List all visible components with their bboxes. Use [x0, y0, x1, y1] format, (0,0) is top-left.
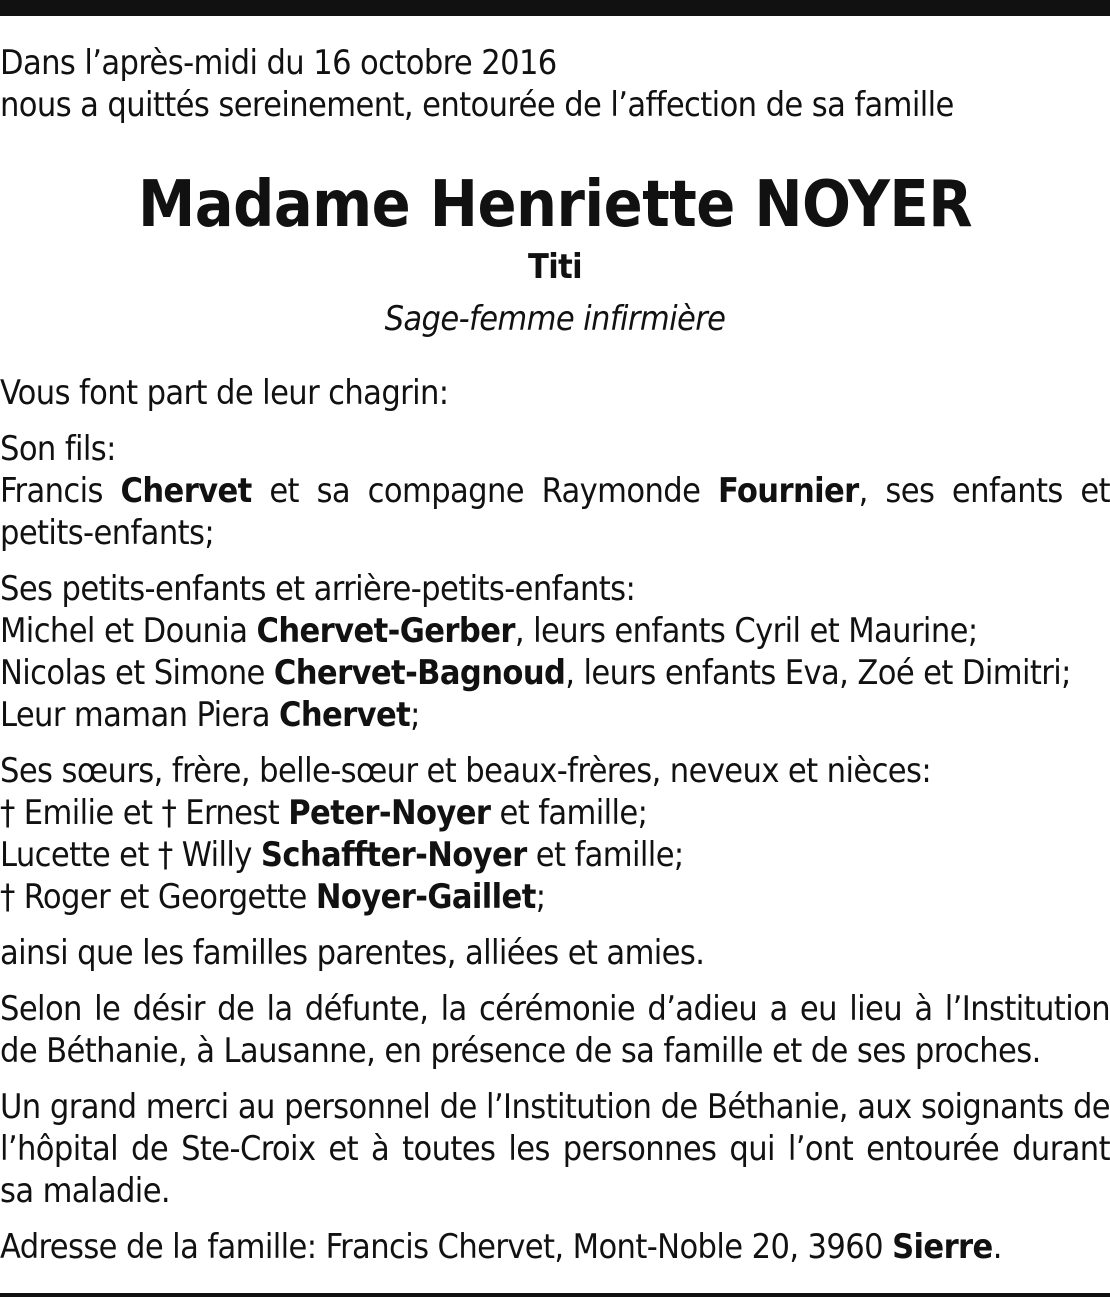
gc2-text-1: Nicolas et Simone — [0, 653, 274, 693]
announcement: Vous font part de leur chagrin: — [0, 373, 449, 413]
intro-line-2: nous a quittés sereinement, entourée de l’affection de sa famille — [0, 85, 954, 125]
son-surname-chervet: Chervet — [120, 471, 252, 511]
gc3-surname: Chervet — [278, 695, 411, 735]
grandchildren-heading: Ses petits-enfants et arrière-petits-enfants: — [0, 569, 636, 609]
siblings-line-1 — [0, 792, 1110, 834]
sib3-text-1: † Roger et Georgette — [0, 877, 316, 917]
siblings-line-3 — [0, 876, 1110, 918]
son-heading: Son fils: — [0, 429, 116, 469]
address-text-2: . — [992, 1227, 1002, 1267]
gc1-text-1: Michel et Dounia — [0, 611, 257, 651]
obituary-text — [0, 42, 1110, 1268]
grandchildren-line-2 — [0, 652, 1110, 694]
siblings-heading: Ses sœurs, frère, belle-sœur et beaux-frères, neveux et nièces: — [0, 751, 932, 791]
son-line — [0, 470, 1110, 554]
sib1-surname: Peter-Noyer — [288, 793, 491, 833]
gc3-text-1: Leur maman Piera — [0, 695, 279, 735]
deceased-profession: Sage-femme infirmière — [384, 299, 726, 339]
thanks-paragraph: Un grand merci au personnel de l’Institution de Béthanie, aux soignants de l’hôpital de Ste-Croix et à toutes les personnes qui l’ont entourée durant sa maladie. — [0, 1087, 1110, 1211]
sib1-text-1: † Emilie et † Ernest — [0, 793, 289, 833]
sib1-text-2: et famille; — [490, 793, 648, 833]
son-text-1: Francis — [0, 471, 121, 511]
gc1-surname: Chervet-Gerber — [256, 611, 515, 651]
deceased-name: Madame Henriette NOYER — [137, 168, 973, 242]
sib2-surname: Schaffter-Noyer — [260, 835, 527, 875]
sib3-surname: Noyer-Gaillet — [315, 877, 536, 917]
address-line — [0, 1226, 1110, 1268]
sib2-text-1: Lucette et † Willy — [0, 835, 261, 875]
sib2-text-2: et famille; — [526, 835, 684, 875]
son-surname-fournier: Fournier — [717, 471, 859, 511]
son-text-2: et sa compagne Raymonde — [251, 471, 718, 511]
bottom-rule — [0, 1293, 1110, 1297]
families-line: ainsi que les familles parentes, alliées et amies. — [0, 933, 705, 973]
intro-line-1: Dans l’après-midi du 16 octobre 2016 — [0, 43, 557, 83]
gc3-text-2: ; — [410, 695, 420, 735]
gc1-text-2: , leurs enfants Cyril et Maurine; — [514, 611, 978, 651]
siblings-line-2 — [0, 834, 1110, 876]
address-city: Sierre — [892, 1227, 993, 1267]
grandchildren-line-1 — [0, 610, 1110, 652]
sib3-text-2: ; — [535, 877, 546, 917]
grandchildren-line-3 — [0, 694, 1110, 736]
deceased-nickname: Titi — [527, 247, 583, 287]
ceremony-paragraph: Selon le désir de la défunte, la cérémonie d’adieu a eu lieu à l’Institution de Béthanie, à Lausanne, en présence de sa famille et de ses proches. — [0, 989, 1110, 1071]
address-text-1: Adresse de la famille: Francis Chervet, Mont-Noble 20, 3960 — [0, 1227, 893, 1267]
gc2-surname: Chervet-Bagnoud — [273, 653, 566, 693]
top-rule — [0, 0, 1110, 16]
son-text-3: , ses enfants et petits-enfants; — [0, 471, 1110, 553]
gc2-text-2: , leurs enfants Eva, Zoé et Dimitri; — [565, 653, 1071, 693]
